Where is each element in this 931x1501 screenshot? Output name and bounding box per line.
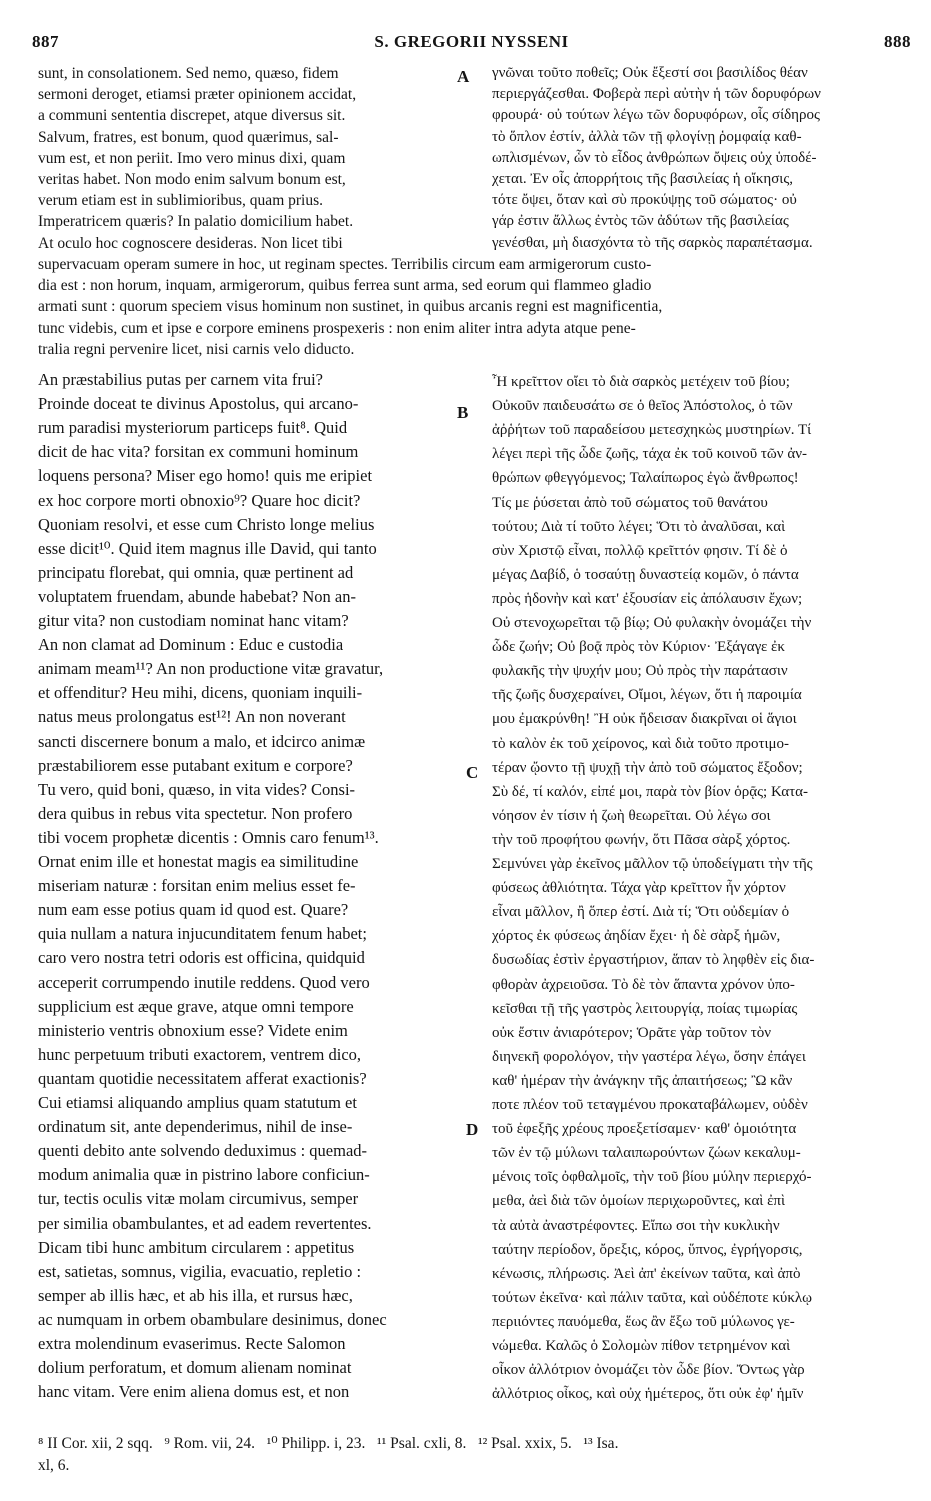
latin-line: quia nullam a natura injucunditatem fenum habet; [38, 924, 367, 944]
greek-line: Σὺ δέ, τί καλόν, εἰπέ μοι, παρὰ τὸν βίον ὁρᾷς; Κατα- [492, 783, 808, 800]
greek-line: πρὸς ἡδονὴν καὶ κατ' ἐξουσίαν εἰς ἀπόλαυσιν ἔχων; [492, 590, 803, 607]
footnote-line: xl, 6. [38, 1457, 70, 1474]
latin-line: ac numquam in orbem obambulare desinimus, donec [38, 1309, 387, 1329]
latin-line: num eam esse potius quam id quod est. Quare? [38, 900, 349, 920]
greek-line: περιεργάζεσθαι. Φοβερὰ περὶ αὐτὴν ἡ τῶν δορυφόρων [492, 86, 821, 103]
latin-line: miseriam naturæ : forsitan enim melius esset fe- [38, 876, 356, 896]
section-marker: C [466, 763, 479, 782]
greek-line: γενέσθαι, μὴ διασχόντα τὸ τῆς σαρκὸς παραπέτασμα. [492, 234, 813, 251]
latin-line: voluptatem fruendam, abunde habebat? Non an- [38, 586, 356, 606]
greek-line: μου ἐμακρύνθη! Ἢ οὐκ ἤδεισαν διακρῖναι οἱ ἅγιοι [492, 711, 797, 728]
greek-line: τότε ὄψει, ὅταν καὶ σὺ προκύψῃς τοῦ σώματος· οὐ [492, 192, 797, 209]
section-marker: D [466, 1120, 479, 1139]
greek-line: ἀλλότριος οἶκος, καὶ οὐχ ἡμέτερος, ὅτι οὐκ ἐφ' ἡμῖν [492, 1386, 804, 1403]
greek-line: χεται. Ἐν οἷς ἀπορρήτοις τῆς βασιλείας ἡ οἴκησις, [492, 171, 794, 187]
latin-line: a communi sententia discrepet, atque diversus sit. [38, 107, 346, 125]
latin-line: An non clamat ad Dominum : Educ e custodia [38, 635, 344, 655]
greek-line: τούτου; Διὰ τί τοῦτο λέγει; Ὅτι τὸ ἀναλῦσαι, καὶ [492, 518, 786, 535]
running-title: S. GREGORII NYSSENI [374, 32, 569, 51]
greek-line: ἀῤῥήτων τοῦ παραδείσου μετεσχηκὼς μυστηρίων. Τί [492, 422, 812, 439]
latin-line: verum etiam est in sublimioribus, quam prius. [38, 192, 323, 210]
greek-line: οὐκ ἔστιν ἀνιαρότερον; Ὁρᾶτε γὰρ τοῦτον τὸν [492, 1024, 772, 1041]
latin-line: semper ab illis hæc, et ab his illa, et rursus hæc, [38, 1285, 353, 1305]
latin-line: veritas habet. Non modo enim salvum bonum est, [38, 171, 346, 188]
latin-line: hanc vitam. Vere enim aliena domus est, et non [38, 1382, 350, 1402]
greek-line: κεῖσθαι τῇ τῆς γαστρὸς λειτουργίᾳ, ποίας τιμωρίας [492, 1000, 798, 1017]
latin-line: dicit de hac vita? forsitan ex communi hominum [38, 442, 359, 462]
greek-line: τὰ αὐτὰ ἀναστρέφοντες. Εἴπω σοι τὴν κυκλικὴν [492, 1217, 780, 1234]
latin-line: acceperit corrumpendo inutile reddens. Quod vero [38, 972, 370, 992]
latin-line: At oculo hoc cognoscere desideras. Non licet tibi [38, 234, 343, 252]
greek-line: τὸ ὅπλον ἐστίν, ἀλλὰ τῶν τῇ φλογίνῃ ῥομφαίᾳ καθ- [492, 128, 802, 145]
greek-line: γνῶναι τοῦτο ποθεῖς; Οὐκ ἔξεστί σοι βασιλίδος θέαν [492, 65, 808, 81]
latin-line: et offenditur? Heu mihi, dicens, quoniam inquili- [38, 683, 363, 703]
latin-line: principatu florebat, qui omnia, quæ pertinent ad [38, 562, 354, 582]
latin-full-line: supervacuam operam sumere in hoc, ut reginam spectes. Terribilis circum eam armigerorum custo- [38, 256, 652, 273]
section-marker: B [457, 403, 469, 422]
greek-line: τὸ καλὸν ἐκ τοῦ χείρονος, καὶ διὰ τοῦτο προτιμο- [492, 735, 790, 752]
greek-line: ποτε πλέον τοῦ τεταγμένου προκαταβάλωμεν, οὐδὲν [492, 1097, 808, 1113]
page-header [32, 32, 911, 56]
right-page-number: 888 [884, 32, 911, 51]
greek-line: ταύτην περίοδον, ὄρεξις, κόρος, ὕπνος, ἐγρήγορσις, [492, 1241, 803, 1258]
greek-line: τῆς ζωῆς δυσχεραίνει, Οἴμοι, λέγων, ὅτι ἡ παροιμία [492, 687, 802, 704]
latin-line: Dicam tibi hunc ambitum circularem : appetitus [38, 1237, 355, 1257]
latin-line: hunc perpetuum tributi exactorem, ventrem dico, [38, 1044, 362, 1064]
greek-line: Οὐκοῦν παιδευσάτω σε ὁ θεῖος Ἀπόστολος, ὁ τῶν [492, 398, 793, 415]
greek-line: φθορὰν ἀχρειοῦσα. Τὸ δὲ τὸν ἅπαντα χρόνον ὑπο- [492, 976, 795, 993]
latin-line: ex hoc corpore morti obnoxio⁹? Quare hoc dicit? [38, 490, 361, 510]
greek-line: κένωσις, πλήρωσις. Ἀεὶ ἀπ' ἐκείνων ταῦτα, καὶ ἀπὸ [492, 1265, 801, 1282]
latin-line: dolium perforatum, et domum alienam nominat [38, 1358, 352, 1378]
latin-full-line: tralia regni pervenire licet, nisi carnis velo diducto. [38, 340, 355, 358]
latin-line: quantam quotidie necessitatem afferat exactionis? [38, 1068, 367, 1088]
latin-line: tibi vocem prophetæ dicentis : Omnis caro fenum¹³. [38, 827, 379, 847]
greek-line: Ἦ κρεῖττον οἴει τὸ διὰ σαρκὸς μετέχειν τοῦ βίου; [492, 374, 790, 390]
footnote-line: ⁸ II Cor. xii, 2 sqq. ⁹ Rom. vii, 24. ¹⁰ Philipp. i, 23. ¹¹ Psal. cxli, 8. ¹² Psal. xxix, 5. ¹³ Isa. [38, 1435, 619, 1452]
latin-line: natus meus prolongatus est¹²! An non noverant [38, 707, 346, 727]
greek-line: τῶν ἐν τῷ μύλωνι ταλαιπωρούντων ζώων κεκαλυμ- [492, 1145, 801, 1162]
latin-line: Cui etiamsi aliquando amplius quam statutum et [38, 1093, 357, 1112]
latin-line: dera quibus in rebus vita spectetur. Non profero [38, 803, 353, 823]
greek-line: μένοις τοῖς ὀφθαλμοῖς, τὴν τοῦ βίου μύλην περιερχό- [492, 1169, 812, 1186]
latin-line: caro vero nostra tetri odoris est officina, quidquid [38, 948, 365, 968]
latin-line: vum est, et non periit. Imo vero minus dixi, quam [38, 149, 346, 167]
greek-line: περιιόντες παυόμεθα, ἕως ἂν ἔξω τοῦ μύλωνος γε- [492, 1313, 795, 1330]
greek-line: εἶναι μᾶλλον, ἢ ὅπερ ἐστί. Διὰ τί; Ὅτι οὐδεμίαν ὁ [492, 904, 790, 921]
left-page-number: 887 [32, 32, 59, 51]
greek-line: φρουρά· οὐ τούτων λέγω τῶν δορυφόρων, οἷς σίδηρος [492, 107, 820, 124]
greek-line: τούτων ἐκεῖνα· καὶ πάλιν ταῦτα, καὶ οὐδέποτε κύκλῳ [492, 1289, 813, 1306]
latin-line: ordinatum sit, ante dependerimus, nihil de inse- [38, 1117, 353, 1137]
latin-line: sermoni deroget, etiamsi præter opinionem accidat, [38, 86, 357, 104]
greek-line: θρώπων φθεγγόμενος; Ταλαίπωρος ἐγὼ ἄνθρωπος! [492, 470, 799, 487]
latin-line: sancti discernere bonum a malo, et idcirco animæ [38, 731, 366, 751]
latin-line: per similia obambulantes, et ad eadem revertentes. [38, 1213, 372, 1233]
greek-line: δυσωδίας ἐστὶν ἐργαστήριον, ἅπαν τὸ ληφθὲν εἰς δια- [492, 952, 815, 969]
greek-line: διηνεκῆ φορολόγον, τὴν γαστέρα λέγω, ὅσην ἐπάγει [492, 1048, 806, 1065]
greek-line: σὺν Χριστῷ εἶναι, πολλῷ κρεῖττόν φησιν. Τί δὲ ὁ [492, 542, 788, 559]
greek-line: μεθα, ἀεὶ διὰ τῶν ὁμοίων περιχωροῦντες, καὶ ἐπὶ [492, 1193, 785, 1210]
greek-line: ὧδε ζωήν; Οὐ βοᾷ πρὸς τὸν Κύριον· Ἐξάγαγε ἐκ [492, 639, 785, 656]
greek-line: φύσεως ἀθλιότητα. Τάχα γὰρ κρεῖττον ἦν χόρτον [492, 880, 786, 897]
latin-line: tur, tectis oculis vitæ molam circumivus, semper [38, 1189, 359, 1209]
latin-line: gitur vita? non custodiam nominat hanc vitam? [38, 611, 349, 630]
latin-line: animam meam¹¹? An non productione vitæ gravatur, [38, 659, 384, 679]
latin-line: rum paradisi mysteriorum particeps fuit⁸. Quid [38, 418, 348, 438]
latin-line: quenti debito ante solvendo deduximus : quemad- [38, 1141, 368, 1161]
greek-line: χόρτος ἐκ φύσεως ἀηδίαν ἔχει· ἡ δὲ σὰρξ ἡμῶν, [492, 928, 781, 945]
latin-line: esse dicit¹⁰. Quid item magnus ille David, qui tanto [38, 538, 377, 558]
greek-line: γάρ ἐστιν ἄλλως ἐντὸς τῶν ἀδύτων τῆς βασιλείας [492, 213, 789, 230]
latin-line: sunt, in consolationem. Sed nemo, quæso, fidem [38, 65, 339, 82]
greek-line: οἶκον ἀλλότριον ὀνομάζει τὸν ὧδε βίον. Ὄντως γὰρ [492, 1362, 805, 1379]
greek-line: Σεμνύνει γὰρ ἐκεῖνος μᾶλλον τῷ ὑποδείγματι τὴν τῆς [492, 856, 813, 872]
latin-line: modum animalia quæ in pistrino labore conficiun- [38, 1165, 370, 1185]
latin-full-line: armati sunt : quorum speciem visus hominum non sustinet, in quibus arcanis regni est magnificentia, [38, 298, 663, 316]
latin-line: loquens persona? Miser ego homo! quis me eripiet [38, 466, 373, 486]
greek-line: λέγει περὶ τῆς ὧδε ζωῆς, τάχα ἐκ τοῦ κοινοῦ τῶν ἀν- [492, 446, 807, 463]
latin-line: Proinde doceat te divinus Apostolus, qui arcano- [38, 394, 359, 414]
greek-line: τοῦ ἐφεξῆς χρέους προεξετίσαμεν· καθ' ὁμοιότητα [492, 1121, 797, 1138]
greek-line: Τίς με ῥύσεται ἀπὸ τοῦ σώματος τοῦ θανάτου [492, 494, 768, 511]
latin-line: est, satietas, somnus, vigilia, evacuatio, repletio : [38, 1261, 362, 1281]
greek-line: νώμεθα. Καλῶς ὁ Σολομὼν πίθον τετρημένον καὶ [492, 1338, 791, 1354]
latin-full-line: tunc videbis, cum et ipse e corpore eminens prospexeris : non enim aliter intra adyta atque pene- [38, 319, 636, 337]
latin-line: Salvum, fratres, est bonum, quod quærimus, sal- [38, 128, 339, 146]
greek-line: καθ' ἡμέραν τὴν ἀνάγκην τῆς ἀπαιτήσεως; Ὢ κἂν [492, 1072, 793, 1089]
greek-line: τὴν τοῦ προφήτου φωνήν, ὅτι Πᾶσα σὰρξ χόρτος. [492, 831, 791, 848]
latin-line: Tu vero, quid boni, quæso, in vita vides? Consi- [38, 779, 356, 799]
greek-line: τέραν ᾤοντο τῇ ψυχῇ τὴν ἀπὸ τοῦ σώματος ἔξοδον; [492, 759, 803, 776]
greek-line: ωπλισμένων, ὧν τὸ εἶδος ἀνθρώπων ὄψεις οὐχ ὑποδέ- [492, 149, 817, 166]
latin-line: ministerio ventris obnoxium esse? Videte enim [38, 1020, 348, 1040]
latin-line: Quoniam resolvi, et esse cum Christo longe melius [38, 514, 375, 534]
latin-line: An præstabilius putas per carnem vita frui? [38, 370, 324, 389]
latin-line: supplicium est æque grave, atque omni tempore [38, 996, 354, 1016]
section-marker: A [457, 67, 470, 86]
greek-line: φυλακῆς τὴν ψυχήν μου; Οὐ πρὸς τὴν παράτασιν [492, 663, 788, 680]
greek-line: νόησον ἐν τίσιν ἡ ζωὴ θεωρεῖται. Οὐ λέγω σοι [492, 807, 771, 824]
latin-line: Ornat enim ille et honestat magis ea similitudine [38, 852, 359, 871]
latin-line: Imperatricem quæris? In palatio domicilium habet. [38, 213, 354, 231]
latin-line: præstabiliorem esse putabant exitum e corpore? [38, 755, 353, 775]
greek-line: μέγας Δαβίδ, ὁ τοσαύτῃ δυναστείᾳ κομῶν, ὁ πάντα [492, 566, 799, 583]
greek-line: Οὐ στενοχωρεῖται τῷ βίῳ; Οὐ φυλακὴν ὀνομάζει τὴν [492, 615, 812, 631]
latin-line: extra molendinum evaserimus. Recte Salomon [38, 1334, 346, 1353]
latin-full-line: dia est : non horum, inquam, armigerorum, quibus ferrea sunt arma, sed eorum qui flammeo gladio [38, 277, 652, 295]
